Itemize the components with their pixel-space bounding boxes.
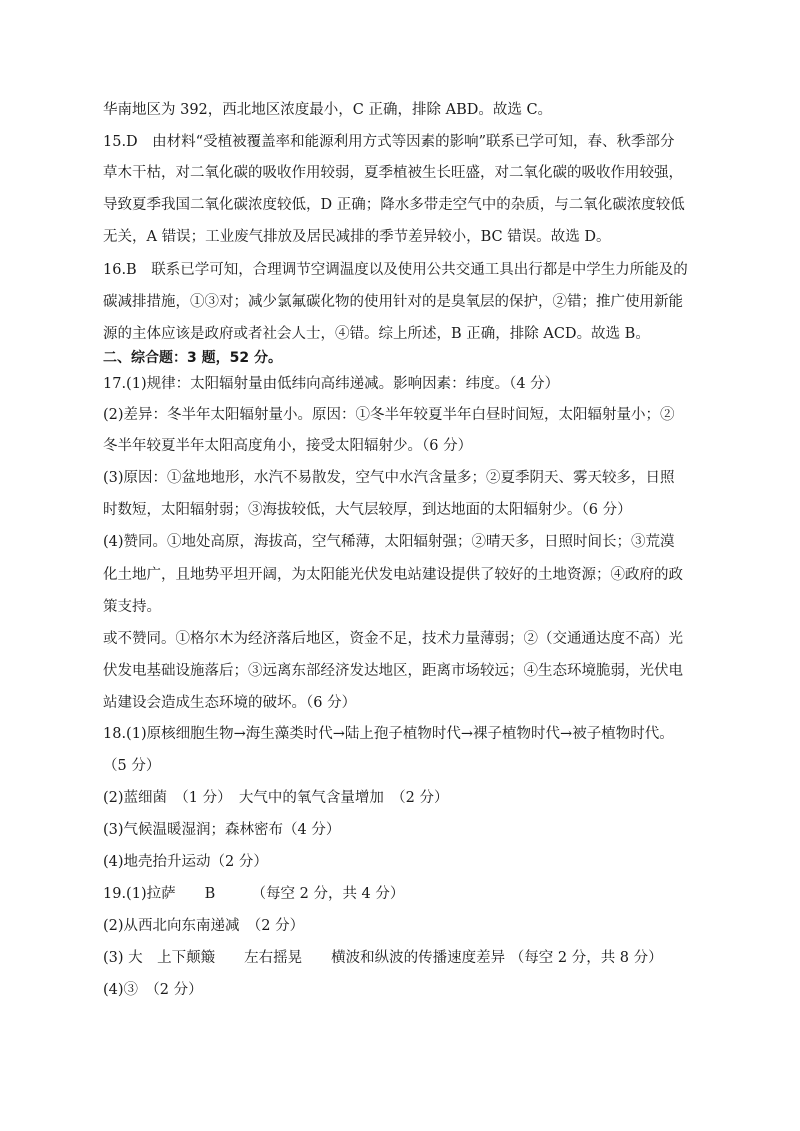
text-line: 无关，A 错误；工业废气排放及居民减排的季节差异较小，BC 错误。故选 D。	[103, 229, 611, 245]
text-line: (2)蓝细菌 （1 分） 大气中的氧气含量增加 （2 分）	[103, 790, 449, 806]
text-line: 碳减排措施，①③对；减少氯氟碳化物的使用针对的是臭氧层的保护，②错；推广使用新能	[103, 294, 683, 310]
text-line: 草木干枯，对二氧化碳的吸收作用较弱，夏季植被生长旺盛，对二氧化碳的吸收作用较强，	[103, 165, 683, 181]
text-line: 伏发电基础设施落后；③远离东部经济发达地区，距离市场较远；④生态环境脆弱，光伏电	[103, 663, 683, 679]
text-line: 18.(1)原核细胞生物→海生藻类时代→陆上孢子植物时代→裸子植物时代→被子植物时代。	[103, 726, 674, 742]
text-line: (2)从西北向东南递减 （2 分）	[103, 918, 305, 934]
text-line: （5 分）	[103, 758, 161, 774]
text-line: 化土地广，且地势平坦开阔，为太阳能光伏发电站建设提供了较好的土地资源；④政府的政	[103, 567, 683, 583]
text-line: 时数短，太阳辐射弱；③海拔较低，大气层较厚，到达地面的太阳辐射少。（6 分）	[103, 502, 632, 518]
section-heading: 二、综合题：3 题，52 分。	[103, 350, 282, 366]
text-line: (3)原因：①盆地地形，水汽不易散发，空气中水汽含量多；②夏季阴天、雾天较多，日照	[103, 470, 675, 486]
text-line: (4)赞同。①地处高原，海拔高，空气稀薄，太阳辐射强；②晴天多，日照时间长；③荒漠	[103, 534, 675, 550]
text-line: 或不赞同。①格尔木为经济落后地区，资金不足，技术力量薄弱；②（交通通达度不高）光	[103, 631, 683, 647]
text-line: 策支持。	[103, 599, 161, 615]
text-line: (4)③ （2 分）	[103, 982, 203, 998]
text-line: 15.D 由材料“受植被覆盖率和能源利用方式等因素的影响”联系已学可知，春、秋季部分	[103, 134, 675, 150]
text-line: (2)差异：冬半年太阳辐射量小。原因：①冬半年较夏半年白昼时间短，太阳辐射量小；②	[103, 407, 675, 423]
text-line: 冬半年较夏半年太阳高度角小，接受太阳辐射少。（6 分）	[103, 438, 473, 454]
text-line: 导致夏季我国二氧化碳浓度较低，D 正确；降水多带走空气中的杂质，与二氧化碳浓度较低	[103, 197, 685, 213]
text-line: 站建设会造成生态环境的破坏。（6 分）	[103, 695, 357, 711]
text-line: (3) 大 上下颠簸 左右摇晃 横波和纵波的传播速度差异 （每空 2 分，共 8 分）	[103, 950, 663, 966]
text-line: (4)地壳抬升运动（2 分）	[103, 854, 268, 870]
text-line: 16.B 联系已学可知，合理调节空调温度以及使用公共交通工具出行都是中学生力所能及的	[103, 262, 688, 278]
text-line: (3)气候温暖湿润；森林密布（4 分）	[103, 822, 341, 838]
text-line: 19.(1)拉萨 B （每空 2 分，共 4 分）	[103, 886, 405, 902]
text-line: 华南地区为 392，西北地区浓度最小，C 正确，排除 ABD。故选 C。	[103, 102, 553, 118]
text-line: 源的主体应该是政府或者社会人士，④错。综上所述，B 正确，排除 ACD。故选 B。	[103, 326, 650, 342]
text-line: 17.(1)规律：太阳辐射量由低纬向高纬递减。影响因素：纬度。（4 分）	[103, 376, 560, 392]
